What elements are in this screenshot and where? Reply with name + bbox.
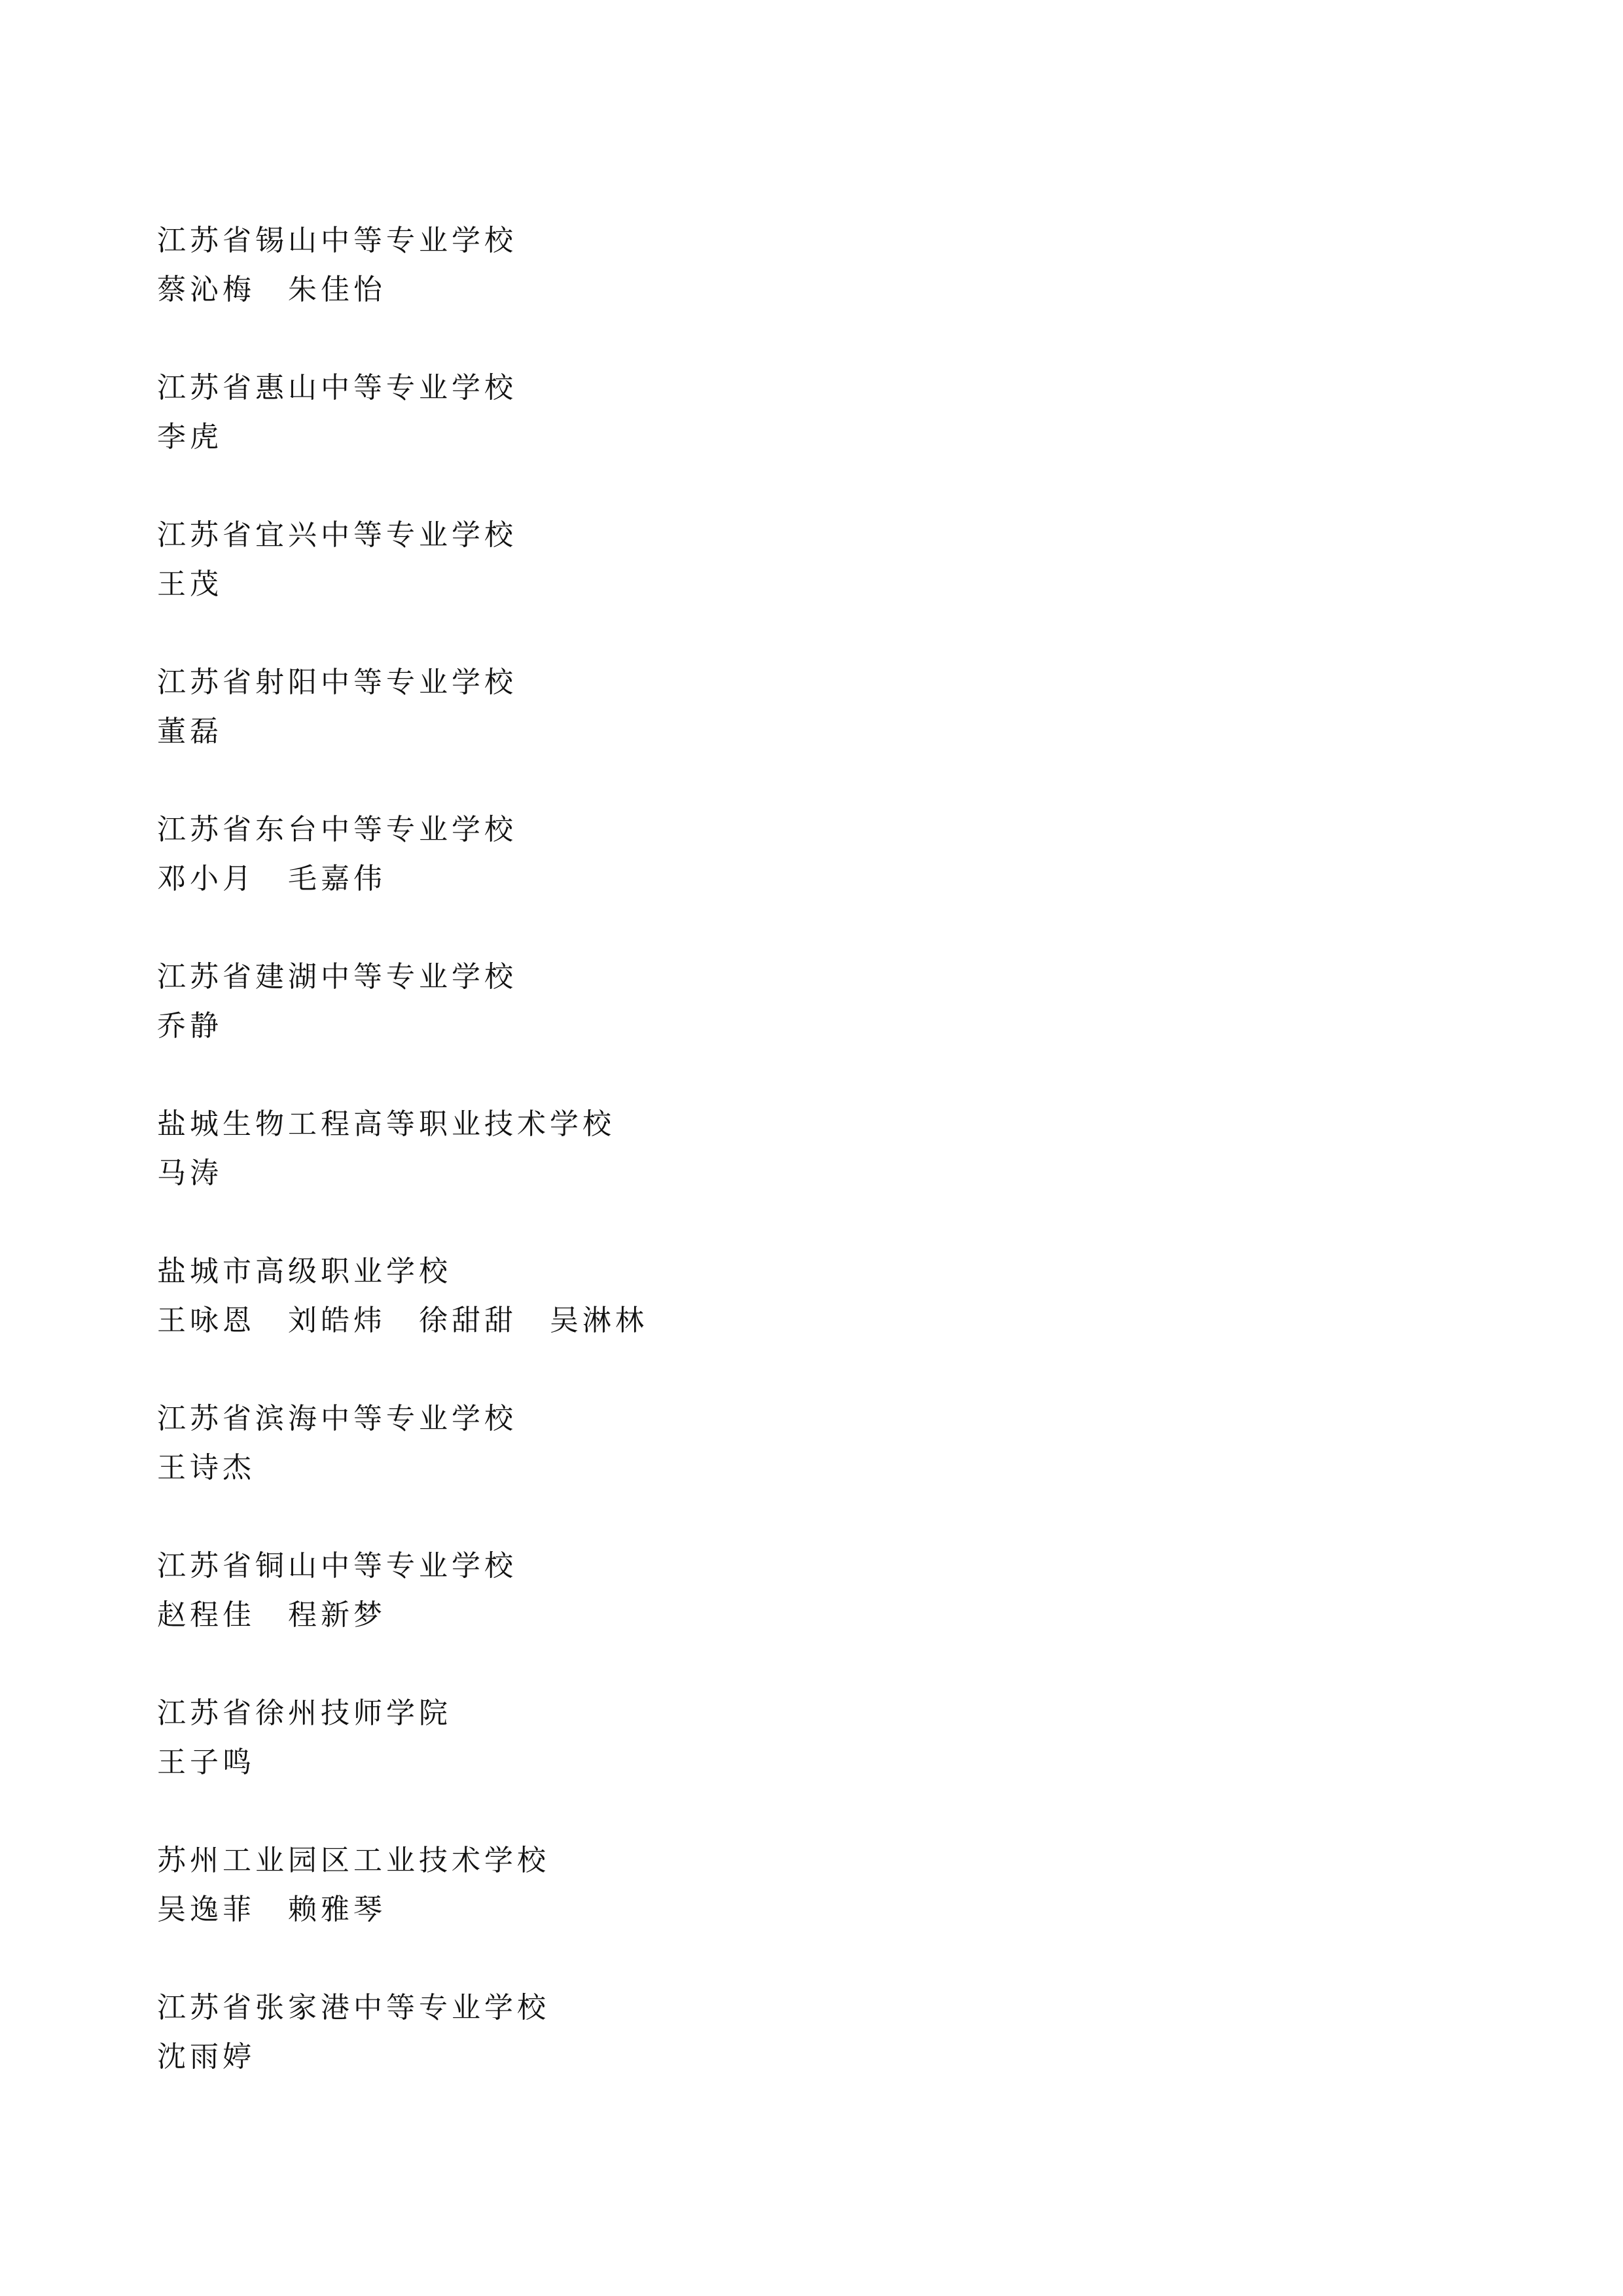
school-name: 江苏省锡山中等专业学校 [157,224,517,257]
student-names [157,1001,1466,1050]
student-name: 王子鸣 [157,1746,255,1779]
school-name: 盐城市高级职业学校 [157,1255,452,1288]
student-name: 毛嘉伟 [288,862,386,895]
student-name: 王咏恩 [157,1304,255,1337]
student-names [157,1885,1466,1934]
student-name: 朱佳怡 [288,273,386,306]
list-item [157,805,1466,952]
list-item [157,216,1466,363]
student-name: 董磊 [157,715,223,748]
student-name: 乔静 [157,1009,223,1043]
school-name: 江苏省建湖中等专业学校 [157,960,517,994]
student-names [157,707,1466,756]
student-name: 赖雅琴 [288,1893,386,1926]
student-name: 程新梦 [288,1598,386,1632]
student-name: 赵程佳 [157,1598,255,1632]
school-name: 江苏省宜兴中等专业学校 [157,518,517,552]
school-name: 江苏省铜山中等专业学校 [157,1549,517,1583]
student-names [157,854,1466,903]
student-names [157,1590,1466,1640]
school-name: 江苏省滨海中等专业学校 [157,1402,517,1435]
list-item [157,1541,1466,1689]
list-item [157,511,1466,658]
student-name: 马涛 [157,1157,223,1190]
student-names [157,412,1466,461]
list-item [157,1836,1466,1983]
student-names [157,560,1466,609]
student-name: 徐甜甜 [419,1304,517,1337]
list-item [157,1983,1466,2130]
student-name: 王诗杰 [157,1451,255,1484]
school-name: 江苏省东台中等专业学校 [157,813,517,846]
student-name: 沈雨婷 [157,2040,255,2073]
student-names [157,1296,1466,1345]
school-name: 苏州工业园区工业技术学校 [157,1844,550,1877]
student-names [157,1149,1466,1198]
list-item [157,1394,1466,1541]
school-name: 江苏省惠山中等专业学校 [157,371,517,404]
list-item [157,952,1466,1100]
student-name: 王茂 [157,567,223,601]
student-name: 吴逸菲 [157,1893,255,1926]
school-name: 盐城生物工程高等职业技术学校 [157,1107,615,1141]
award-list [157,216,1466,2130]
list-item [157,1689,1466,1836]
student-name: 刘皓炜 [288,1304,386,1337]
student-names [157,2032,1466,2081]
list-item [157,1247,1466,1394]
student-names [157,1443,1466,1492]
student-name: 吴淋林 [550,1304,648,1337]
student-name: 李虎 [157,420,223,454]
school-name: 江苏省徐州技师学院 [157,1696,452,1730]
student-name: 邓小月 [157,862,255,895]
list-item [157,658,1466,805]
list-item [157,363,1466,511]
school-name: 江苏省射阳中等专业学校 [157,666,517,699]
student-names [157,265,1466,314]
student-names [157,1738,1466,1787]
student-name: 蔡沁梅 [157,273,255,306]
list-item [157,1100,1466,1247]
school-name: 江苏省张家港中等专业学校 [157,1991,550,2024]
